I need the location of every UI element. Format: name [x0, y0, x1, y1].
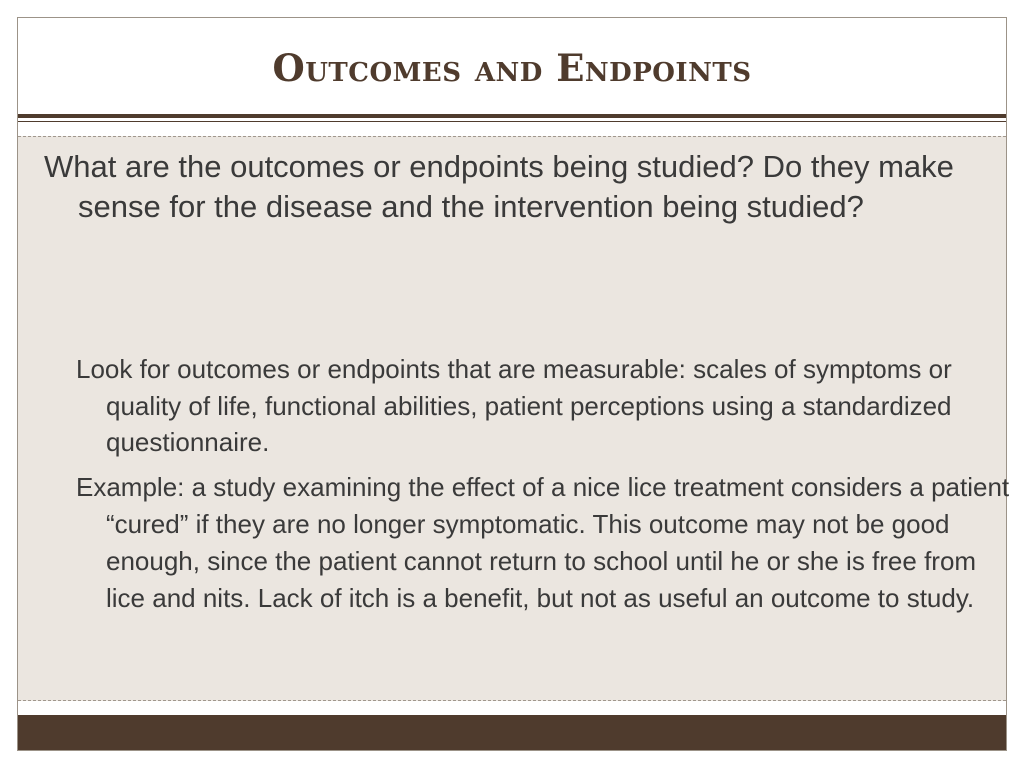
- measurable-paragraph: Look for outcomes or endpoints that are measurable: scales of symptoms or quality of life, functional abilities, patient perceptions using a standardized questionnaire.: [76, 354, 952, 457]
- title-rule-thin: [18, 121, 1006, 122]
- title-rule-thick: [18, 114, 1006, 118]
- question-paragraph: What are the outcomes or endpoints being studied? Do they make sense for the disease and the intervention being studied?: [44, 149, 954, 224]
- example-paragraph: Example: a study examining the effect of a nice lice treatment considers a patient “cured” if they are no longer symptomatic. This outcome may not be good enough, since the patient cannot return to school until he or she is free from lice and nits. Lack of itch is a benefit, but not as useful an outcome to study.: [76, 472, 1010, 613]
- content-area: [18, 136, 1010, 701]
- slide-title: Outcomes and Endpoints: [272, 46, 752, 90]
- title-area: [18, 18, 1006, 114]
- footer-band: [18, 715, 1006, 750]
- slide-frame: [17, 17, 1010, 751]
